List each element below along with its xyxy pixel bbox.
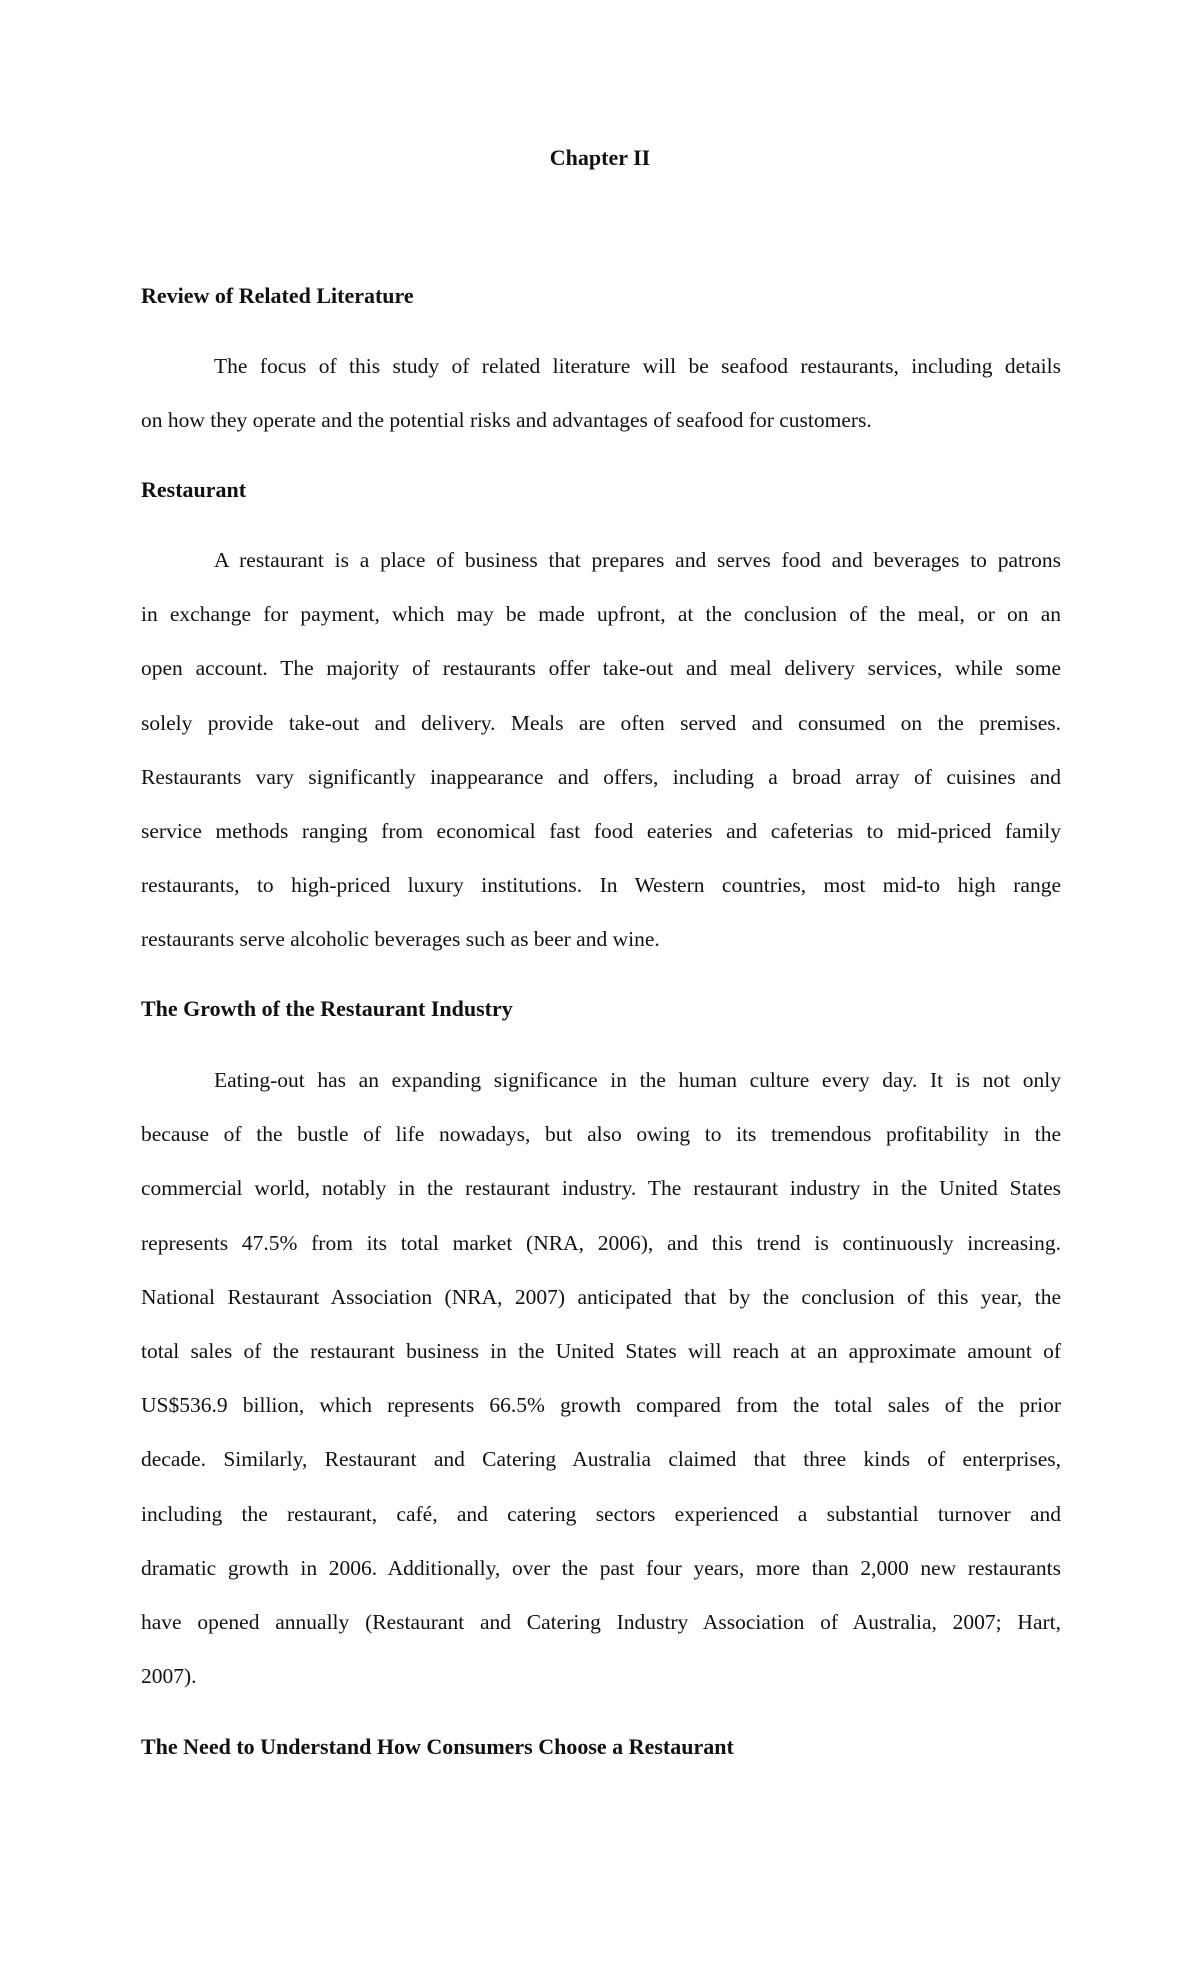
- text-line: total sales of the restaurant business in the United States will reach at an approximate amount of: [141, 1338, 1061, 1363]
- text-line: in exchange for payment, which may be made upfront, at the conclusion of the meal, or on an: [141, 602, 1061, 627]
- section-heading-review: Review of Related Literature: [141, 283, 414, 308]
- text-line: open account. The majority of restaurants offer take-out and meal delivery services, while some: [141, 656, 1061, 681]
- section-heading-consumer-choice: The Need to Understand How Consumers Choose a Restaurant: [141, 1734, 734, 1759]
- text-line: National Restaurant Association (NRA, 2007) anticipated that by the conclusion of this year, the: [141, 1284, 1061, 1309]
- section-heading-growth: The Growth of the Restaurant Industry: [141, 996, 513, 1021]
- text-line: The focus of this study of related literature will be seafood restaurants, including details: [214, 354, 1061, 378]
- paragraph-review: [141, 339, 1061, 447]
- text-line: including the restaurant, café, and catering sectors experienced a substantial turnover and: [141, 1501, 1061, 1526]
- text-line: restaurants, to high-priced luxury institutions. In Western countries, most mid-to high range: [141, 873, 1061, 898]
- text-line: commercial world, notably in the restaurant industry. The restaurant industry in the United States: [141, 1176, 1061, 1201]
- text-line: Restaurants vary significantly inappearance and offers, including a broad array of cuisines and: [141, 764, 1061, 789]
- chapter-title: Chapter II: [549, 145, 651, 170]
- text-line: 2007).: [141, 1664, 197, 1689]
- text-line: decade. Similarly, Restaurant and Catering Australia claimed that three kinds of enterprises,: [141, 1447, 1061, 1472]
- text-line: restaurants serve alcoholic beverages such as beer and wine.: [141, 927, 660, 952]
- text-line: solely provide take-out and delivery. Meals are often served and consumed on the premises.: [141, 710, 1061, 735]
- text-line: A restaurant is a place of business that prepares and serves food and beverages to patrons: [214, 548, 1061, 572]
- paragraph-restaurant: [141, 533, 1061, 967]
- section-heading-restaurant: Restaurant: [141, 477, 247, 502]
- text-line: Eating-out has an expanding significance in the human culture every day. It is not only: [214, 1068, 1061, 1092]
- text-line: US$536.9 billion, which represents 66.5% growth compared from the total sales of the prior: [141, 1393, 1061, 1418]
- text-line: dramatic growth in 2006. Additionally, over the past four years, more than 2,000 new restaurants: [141, 1555, 1061, 1580]
- paragraph-growth: [141, 1053, 1061, 1703]
- text-line: represents 47.5% from its total market (NRA, 2006), and this trend is continuously increasing.: [141, 1230, 1061, 1255]
- text-line: service methods ranging from economical fast food eateries and cafeterias to mid-priced family: [141, 818, 1061, 843]
- text-line: on how they operate and the potential risks and advantages of seafood for customers.: [141, 408, 872, 433]
- text-line: because of the bustle of life nowadays, but also owing to its tremendous profitability in the: [141, 1122, 1061, 1147]
- text-line: have opened annually (Restaurant and Catering Industry Association of Australia, 2007; Hart,: [141, 1609, 1061, 1634]
